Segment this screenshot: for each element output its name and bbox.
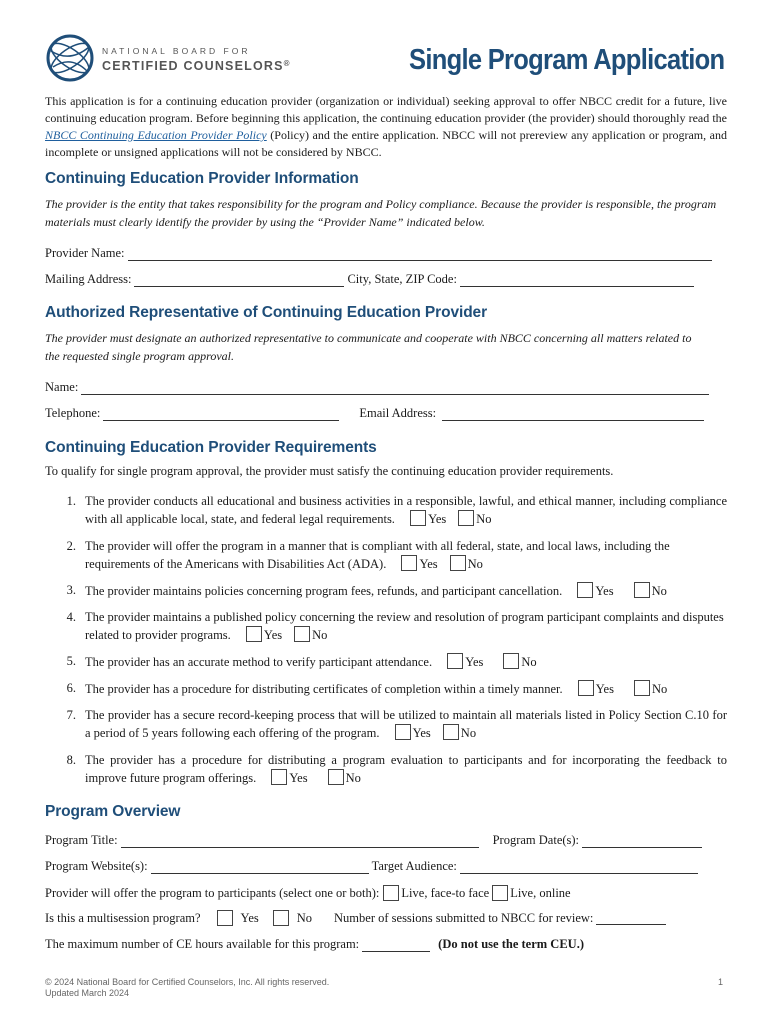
item-text: The provider conducts all educational and business activities in a responsible, lawful, and ethical manner, including compliance with all applicable local, state, and federal legal requirements. — [85, 494, 727, 526]
checkbox-icon[interactable] — [634, 680, 650, 696]
checkbox-icon[interactable] — [401, 555, 417, 571]
checkbox-icon[interactable] — [395, 724, 411, 740]
yes-label: Yes — [465, 655, 484, 669]
yes-label: Yes — [263, 628, 283, 642]
item-text: The provider has a secure record-keeping process that will be utilized to maintain all materials listed in Policy Section C.10 for a period of 5 years following each offering of the program. — [85, 708, 727, 740]
rep-name-label: Name: — [45, 380, 79, 394]
intro-paragraph — [45, 93, 727, 161]
no-label: No — [521, 655, 537, 669]
email-field[interactable] — [442, 408, 704, 421]
page-title: Single Program Application — [408, 44, 724, 76]
item-number: 4. — [66, 610, 76, 624]
logo-reg: ® — [283, 59, 291, 68]
telephone-label: Telephone: — [45, 406, 101, 420]
yes-label: Yes — [428, 512, 447, 526]
offer-format-label: Provider will offer the program to participants (select one or both): — [45, 885, 380, 900]
program-website-field[interactable] — [151, 861, 369, 874]
intro-text-1: This application is for a continuing education provider (organization or individual) seeking approval to offer NBCC credit for a future, live continuing education program. Before beginning this application, the continuing education provider (the provider) should thoroughly read the — [45, 94, 727, 125]
item-text: The provider maintains policies concerning program fees, refunds, and participant cancellation. — [85, 584, 563, 598]
requirements-intro: To qualify for single program approval, the provider must satisfy the continuing education provider requirements. — [45, 464, 614, 478]
item-number: 7. — [66, 708, 76, 722]
program-website-row — [45, 859, 698, 874]
sessions-label: Number of sessions submitted to NBCC for review: — [334, 910, 594, 925]
checkbox-icon[interactable] — [383, 885, 399, 901]
requirement-item-2 — [62, 538, 727, 573]
requirements-heading: Continuing Education Provider Requirements — [45, 439, 377, 456]
item-text: The provider has a procedure for distributing certificates of completion within a timely manner. — [85, 682, 563, 696]
mailing-row — [45, 272, 694, 287]
checkbox-icon[interactable] — [273, 910, 289, 926]
item-number: 8. — [66, 753, 76, 767]
ceu-note: (Do not use the term CEU.) — [438, 937, 584, 951]
checkbox-icon[interactable] — [410, 510, 426, 526]
live-face-label: Live, face-to face — [401, 885, 490, 900]
checkbox-icon[interactable] — [443, 724, 459, 740]
checkbox-icon[interactable] — [246, 626, 262, 642]
city-state-zip-field[interactable] — [460, 274, 694, 287]
nbcc-logo — [45, 33, 291, 83]
overview-heading: Program Overview — [45, 803, 181, 820]
requirement-item-7 — [62, 707, 727, 742]
checkbox-icon[interactable] — [503, 653, 519, 669]
multisession-label: Is this a multisession program? — [45, 910, 201, 925]
checkbox-icon[interactable] — [492, 885, 508, 901]
mailing-address-field[interactable] — [134, 274, 344, 287]
yes-label: Yes — [595, 584, 614, 598]
provider-info-note: The provider is the entity that takes responsibility for the program and Policy compliance. Because the provider is responsible, the program materials must clearly identify the provider by using the “Provider Name” indicated below. — [45, 197, 717, 229]
policy-link[interactable]: NBCC Continuing Education Provider Policy — [45, 128, 267, 142]
checkbox-icon[interactable] — [634, 582, 650, 598]
representative-note: The provider must designate an authorized representative to communicate and cooperate with NBCC concerning all matters related to the requested single program approval. — [45, 331, 692, 363]
program-title-row — [45, 833, 702, 848]
multisession-yes-label: Yes — [240, 910, 259, 925]
item-text: The provider maintains a published policy concerning the review and resolution of program participant complaints and disputes related to provider programs. — [85, 610, 724, 642]
no-label: No — [651, 682, 668, 696]
logo-line1: NATIONAL BOARD FOR — [102, 46, 251, 56]
requirement-item-3 — [62, 582, 727, 600]
sessions-field[interactable] — [596, 912, 666, 925]
requirement-item-4 — [62, 609, 727, 644]
checkbox-icon[interactable] — [577, 582, 593, 598]
checkbox-icon[interactable] — [271, 769, 287, 785]
item-number: 1. — [66, 494, 76, 508]
provider-name-row — [45, 246, 712, 261]
item-text: The provider will offer the program in a manner that is compliant with all federal, state, and local laws, including the requirements of the Americans with Disabilities Act (ADA). — [85, 539, 670, 571]
no-label: No — [460, 726, 477, 740]
item-number: 3. — [66, 583, 76, 597]
requirement-item-1 — [62, 493, 727, 528]
item-number: 5. — [66, 654, 76, 668]
checkbox-icon[interactable] — [450, 555, 466, 571]
max-ce-label: The maximum number of CE hours available for this program: — [45, 937, 360, 951]
program-website-label: Program Website(s): — [45, 859, 148, 873]
no-label: No — [651, 584, 667, 598]
requirement-item-5 — [62, 653, 727, 671]
footer-copyright: © 2024 National Board for Certified Counselors, Inc. All rights reserved. — [45, 977, 330, 987]
provider-name-field[interactable] — [128, 248, 712, 261]
yes-label: Yes — [289, 771, 308, 785]
mailing-address-label: Mailing Address: — [45, 272, 132, 286]
checkbox-icon[interactable] — [294, 626, 310, 642]
checkbox-icon[interactable] — [458, 510, 474, 526]
yes-label: Yes — [595, 682, 614, 696]
globe-logo-icon — [45, 33, 95, 83]
max-ce-row — [45, 937, 584, 952]
city-state-zip-label: City, State, ZIP Code: — [347, 272, 457, 286]
logo-line2 — [102, 59, 291, 73]
program-dates-label: Program Date(s): — [492, 833, 580, 847]
email-label: Email Address: — [359, 406, 437, 420]
rep-name-field[interactable] — [81, 382, 709, 395]
item-text: The provider has a procedure for distributing a program evaluation to participants and for incorporating the feedback to improve future program offerings. — [85, 753, 727, 785]
target-audience-field[interactable] — [460, 861, 698, 874]
footer-updated: Updated March 2024 — [45, 988, 130, 998]
max-ce-field[interactable] — [362, 939, 430, 952]
target-audience-label: Target Audience: — [371, 859, 457, 873]
item-number: 2. — [66, 539, 76, 553]
no-label: No — [476, 512, 492, 526]
offer-format-row — [45, 885, 571, 901]
checkbox-icon[interactable] — [578, 680, 594, 696]
intro-text-2: (Policy) and the entire application. NBCC will not prereview any application or program, and incomplete or unsigned applications will not be considered by NBCC. — [45, 128, 727, 159]
yes-label: Yes — [412, 726, 431, 740]
item-number: 6. — [66, 681, 76, 695]
requirement-item-8 — [62, 752, 727, 787]
logo-line2-text: CERTIFIED COUNSELORS — [102, 59, 284, 73]
rep-name-row — [45, 380, 709, 395]
checkbox-icon[interactable] — [447, 653, 463, 669]
program-title-label: Program Title: — [45, 833, 118, 847]
program-dates-field[interactable] — [582, 835, 702, 848]
program-title-field[interactable] — [121, 835, 479, 848]
telephone-field[interactable] — [103, 408, 339, 421]
requirement-item-6 — [62, 680, 727, 698]
multisession-row — [45, 910, 666, 926]
checkbox-icon[interactable] — [217, 910, 233, 926]
representative-heading: Authorized Representative of Continuing Education Provider — [45, 304, 488, 321]
rep-contact-row — [45, 406, 704, 421]
provider-name-label: Provider Name: — [45, 246, 125, 260]
no-label: No — [312, 628, 328, 642]
item-text: The provider has an accurate method to verify participant attendance. — [85, 655, 433, 669]
checkbox-icon[interactable] — [328, 769, 344, 785]
no-label: No — [345, 771, 361, 785]
live-online-label: Live, online — [510, 885, 571, 900]
page-number: 1 — [717, 977, 723, 987]
multisession-no-label: No — [296, 910, 313, 925]
yes-label: Yes — [419, 557, 438, 571]
no-label: No — [467, 557, 483, 571]
provider-info-heading: Continuing Education Provider Information — [45, 170, 359, 187]
